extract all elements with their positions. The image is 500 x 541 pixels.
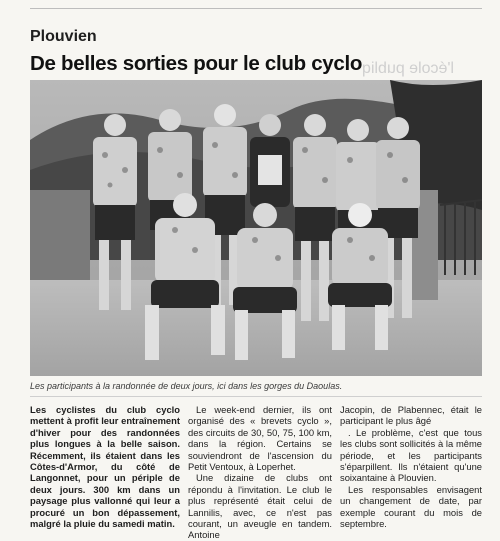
- body-paragraph-4: . Le problème, c'est que tous les clubs sont sollicités à la même période, et les participants s'éparpillent. Ils n'étaient qu'une soixantaine à Plouvien.: [340, 426, 482, 484]
- lead-paragraph: Les cyclistes du club cyclo mettent à profit leur entraînement d'hiver pour des randonnées plus longues à la belle saison. Récemment, ils étaient dans les Côtes-d'Armor, du côté de Langonnet, pour un périple de deux jours. 300 km dans un paysage plus vallonné qui leur a procuré un bon dépassement, malgré la pluie du samedi matin.: [30, 404, 180, 530]
- body-paragraph-1: Le week-end dernier, ils ont organisé des « brevets cyclo », des circuits de 30, 50, 75, 100 km, dans la région. Certains se souviendront de l'ascension du Petit Ventoux, à Loperhet.: [188, 404, 332, 473]
- headline: De belles sorties pour le club cyclo: [30, 52, 363, 75]
- body-paragraph-5: Les responsables envisagent un changement de date, par exemple courant du mois de septembre.: [340, 483, 482, 530]
- group-photo: [30, 80, 482, 376]
- column-middle: [188, 404, 332, 541]
- column-lead: [30, 404, 180, 529]
- body-paragraph-2: Une dizaine de clubs ont répondu à l'invitation. Le club le plus représenté était celui de Lannilis, avec, ce n'est pas courant, un aveugle en tandem. Antoine: [188, 472, 332, 541]
- body-paragraph-3: Jacopin, de Plabennec, était le participant le plus âgé: [340, 404, 482, 427]
- cyclists-photo-illustration: [30, 80, 482, 376]
- column-right: [340, 404, 482, 529]
- caption-rule: [30, 396, 482, 397]
- top-rule: [30, 8, 482, 9]
- bleed-through-text: l'école publiq: [362, 60, 455, 77]
- photo-caption: Les participants à la randonnée de deux jours, ici dans les gorges du Daoulas.: [30, 381, 343, 391]
- kicker-town: Plouvien: [30, 28, 97, 45]
